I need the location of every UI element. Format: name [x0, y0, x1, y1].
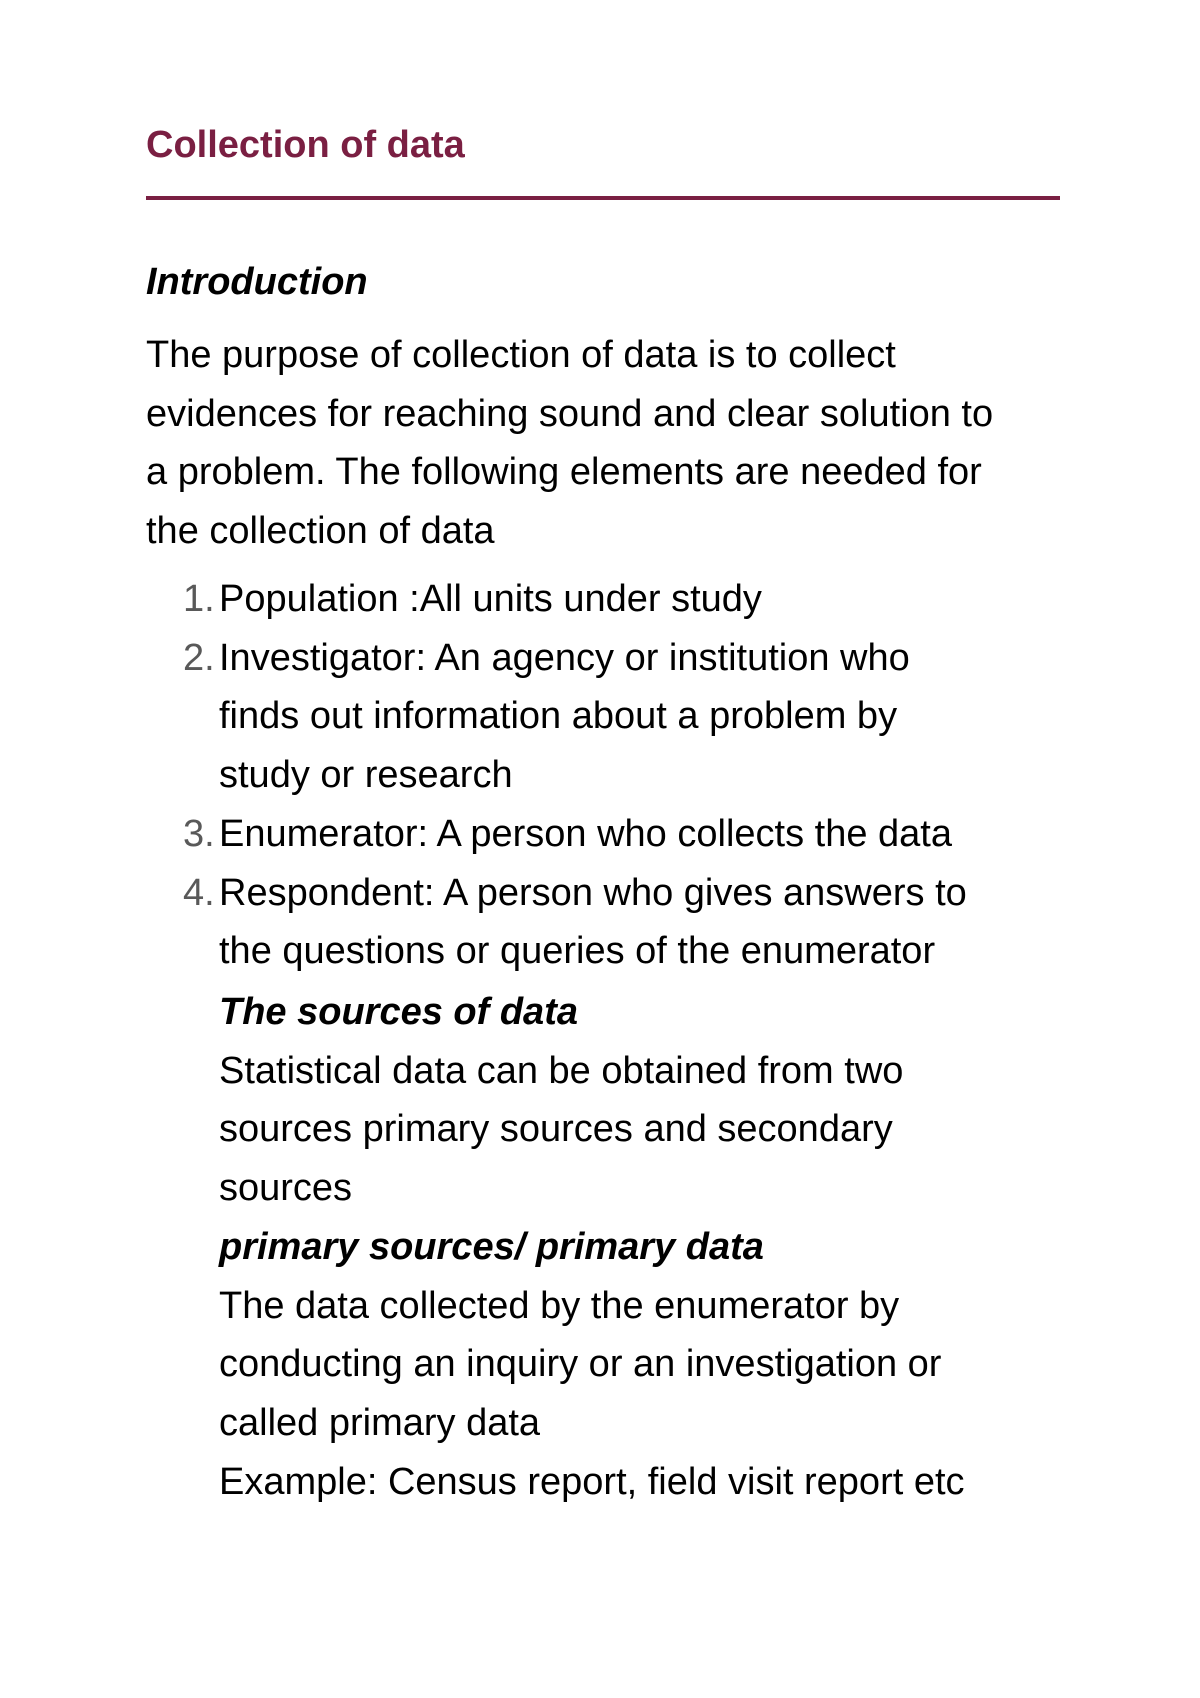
primary-text-line: conducting an inquiry or an investigation or: [219, 1343, 942, 1386]
list-item-text: the questions or queries of the enumerator: [219, 930, 936, 973]
list-item-respondent: [146, 864, 1066, 981]
sources-text-line: Statistical data can be obtained from two: [219, 1049, 904, 1092]
list-item-text: Respondent: A person who gives answers to: [219, 871, 967, 914]
intro-line: the collection of data: [146, 510, 495, 553]
list-item-text: Enumerator: A person who collects the data: [219, 812, 952, 855]
intro-paragraph: [146, 326, 1066, 561]
intro-line: evidences for reaching sound and clear solution to: [146, 392, 994, 435]
sources-heading: The sources of data: [219, 991, 578, 1033]
list-item-population: [146, 570, 1066, 629]
intro-line: The purpose of collection of data is to collect: [146, 334, 896, 376]
list-item-text: Population :All units under study: [219, 578, 762, 620]
sources-text-line: sources: [219, 1167, 353, 1210]
elements-list: [146, 570, 1066, 981]
primary-text-line: called primary data: [219, 1401, 541, 1444]
primary-heading: primary sources/ primary data: [219, 1225, 764, 1268]
list-item-text: Investigator: An agency or institution who: [219, 636, 910, 679]
list-item-number: 4.: [183, 871, 215, 914]
list-item-number: 3.: [183, 812, 215, 855]
list-item-enumerator: [146, 805, 1066, 864]
primary-text-line: The data collected by the enumerator by: [219, 1284, 900, 1327]
sources-text-line: sources primary sources and secondary: [219, 1108, 893, 1151]
sources-section: [219, 983, 1069, 1511]
section-heading-introduction: Introduction: [146, 261, 368, 303]
list-item-number: 2.: [183, 636, 215, 679]
list-item-investigator: [146, 629, 1066, 805]
list-item-number: 1.: [183, 578, 215, 620]
list-item-text: study or research: [219, 754, 513, 797]
list-item-text: finds out information about a problem by: [219, 695, 898, 738]
intro-line: a problem. The following elements are needed for: [146, 451, 982, 494]
primary-example: Example: Census report, field visit report etc: [219, 1460, 965, 1503]
title-underline-divider: [146, 196, 1060, 200]
document-title: Collection of data: [146, 124, 465, 166]
